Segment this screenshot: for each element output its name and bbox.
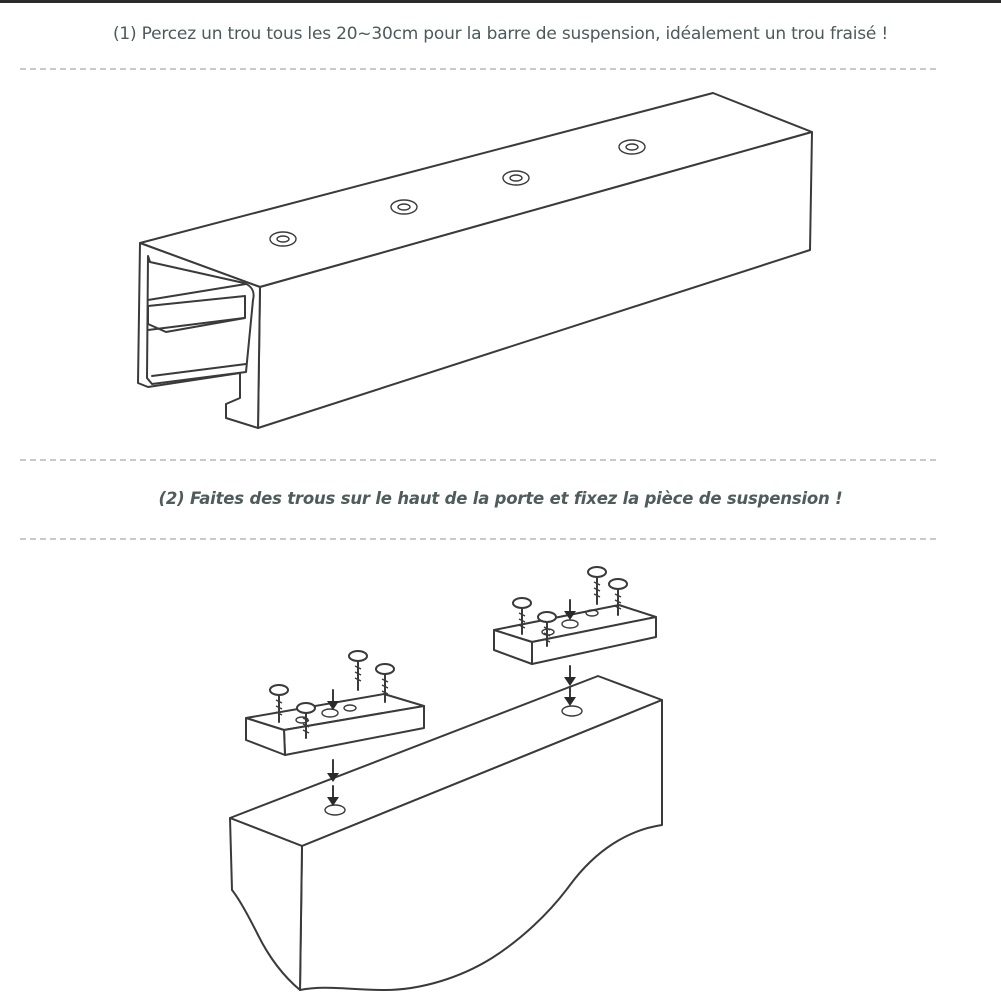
hanger-plate-right xyxy=(494,605,656,664)
divider-middle xyxy=(20,459,936,461)
divider-bottom xyxy=(20,538,936,540)
door-end-face xyxy=(230,818,302,990)
step-1-caption: (1) Percez un trou tous les 20~30cm pour la barre de suspension, idéalement un trou fraisé ! xyxy=(112,24,889,44)
door-assembly-illustration xyxy=(230,567,662,990)
arrow-down-icon xyxy=(564,666,576,686)
suspension-rail xyxy=(138,93,812,428)
step-2-caption: (2) Faites des trous sur le haut de la porte et fixez la pièce de suspension ! xyxy=(158,489,843,508)
